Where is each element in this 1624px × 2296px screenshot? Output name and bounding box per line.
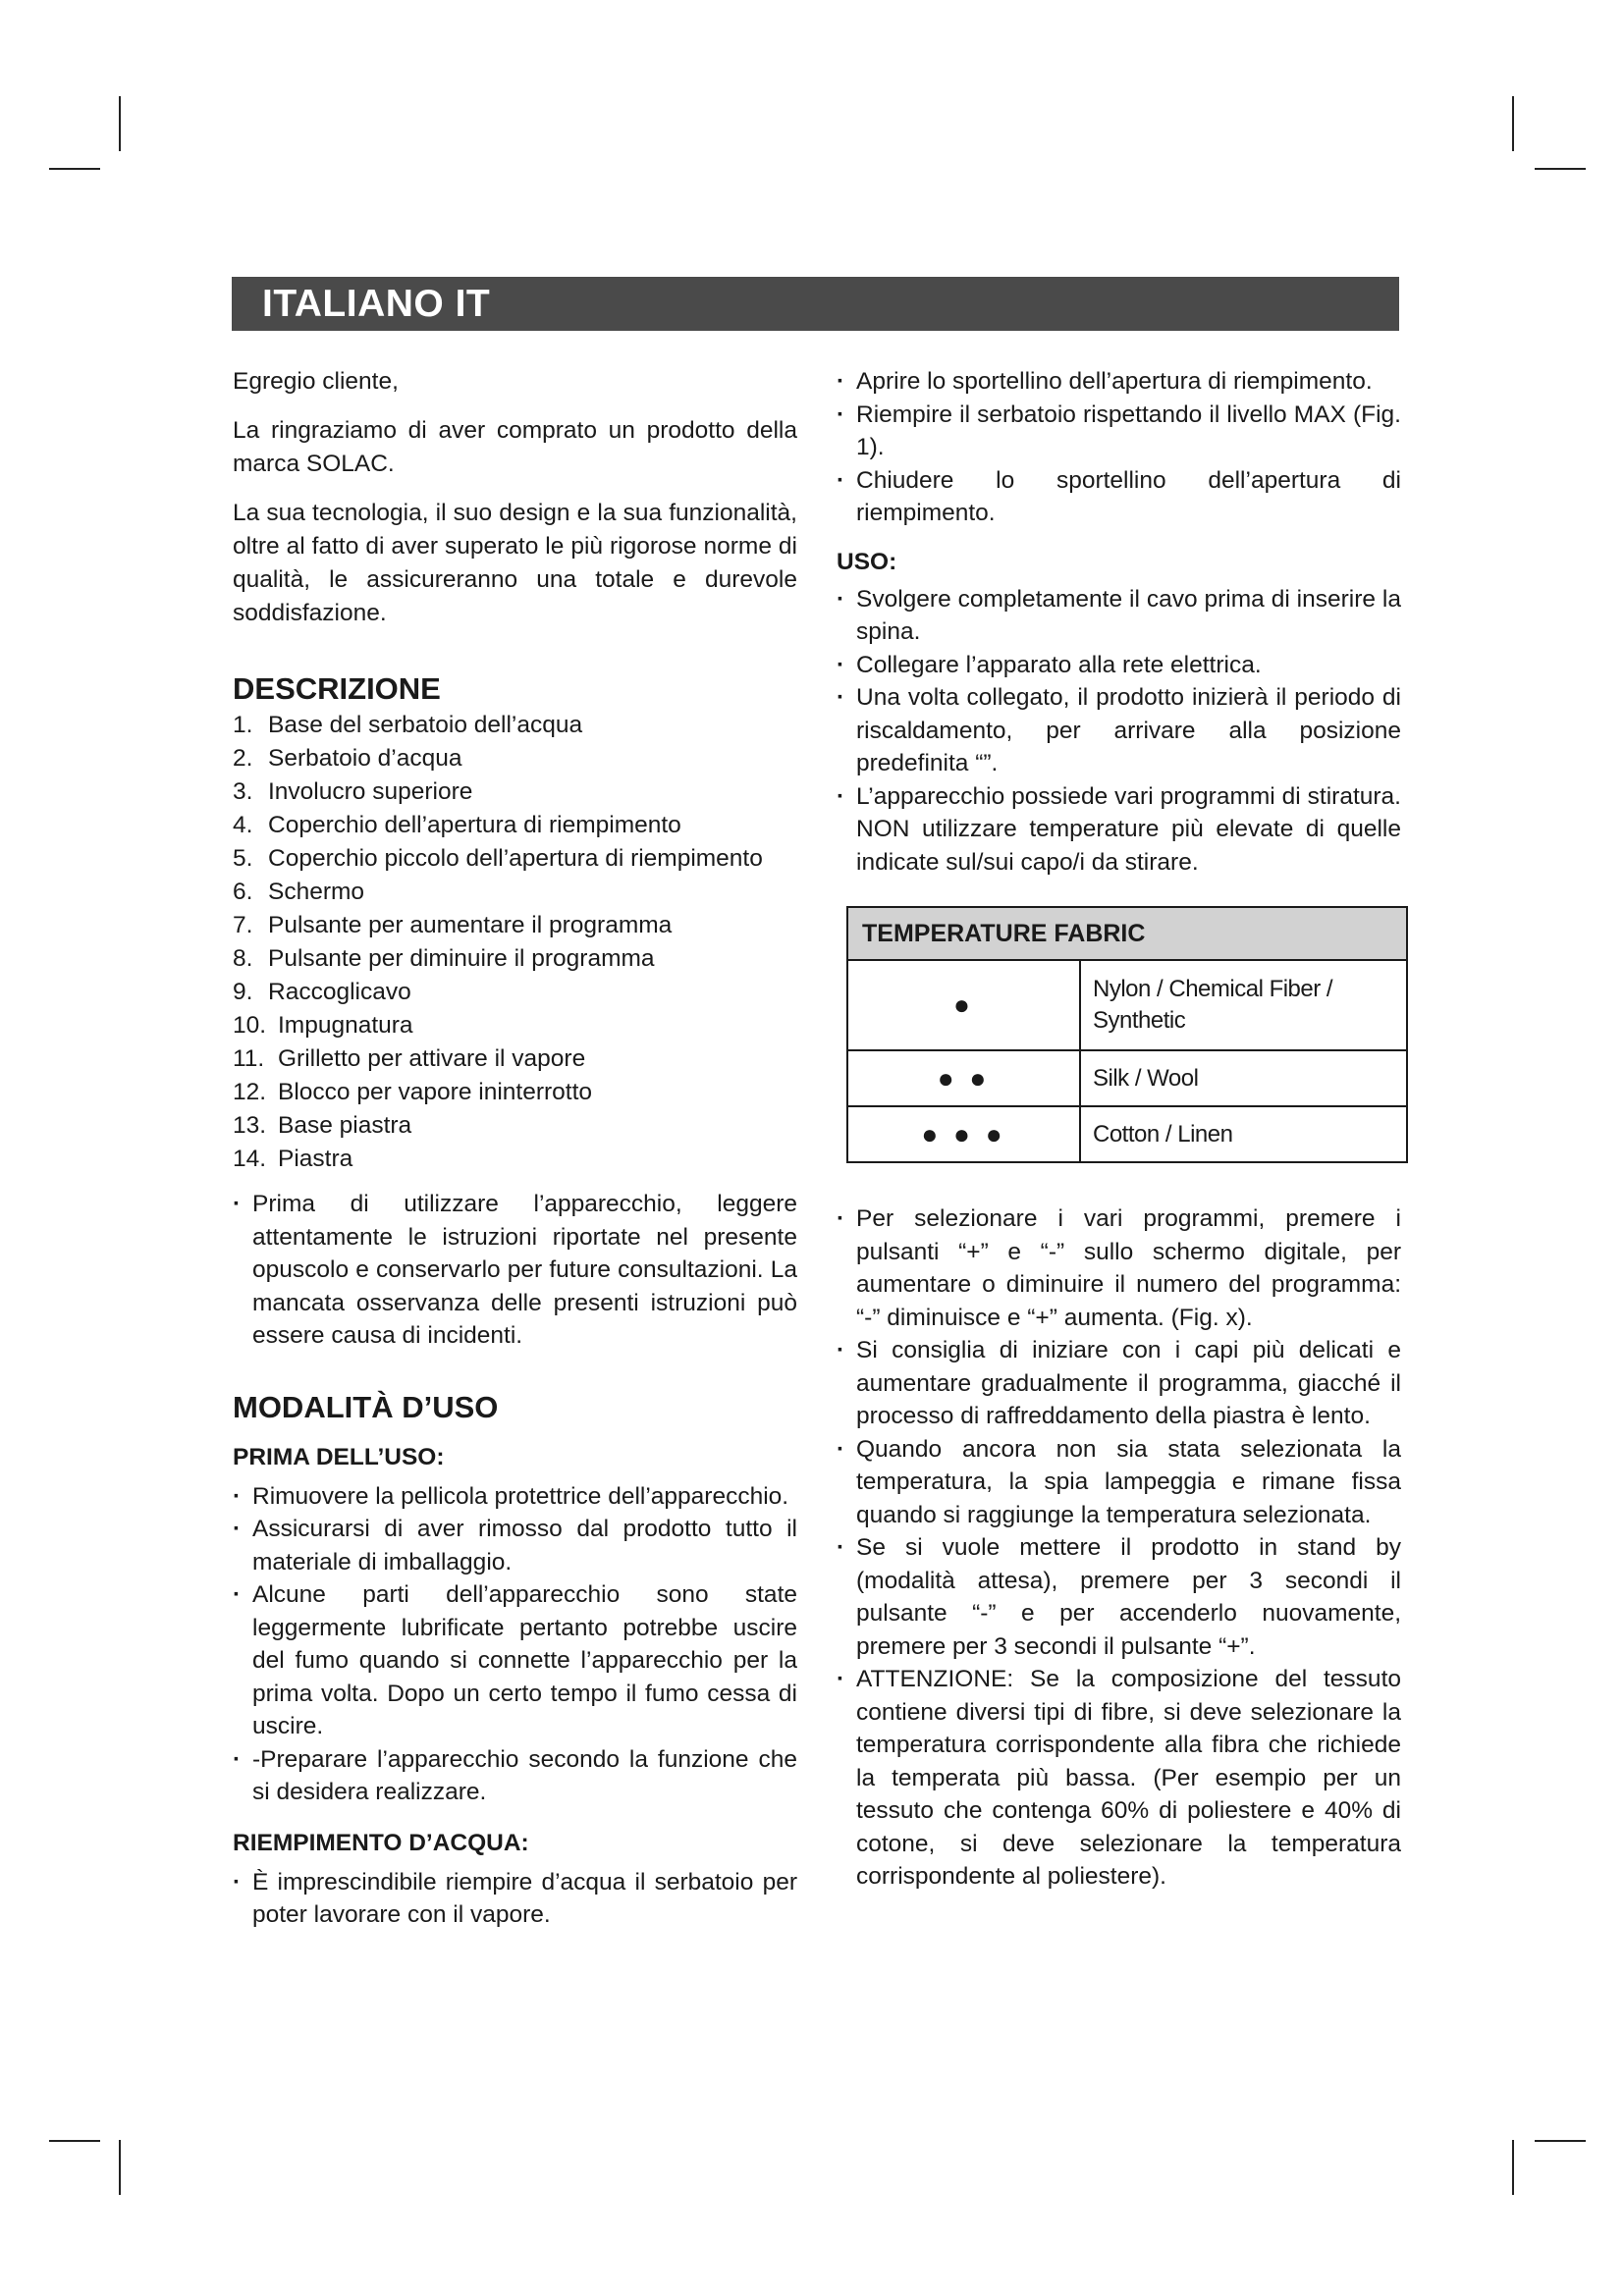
warning-list [233, 1188, 797, 1353]
intro-paragraph-1: La ringraziamo di aver comprato un prodotto della marca SOLAC. [233, 417, 797, 477]
description-item: 12. Blocco per vapore ininterrotto [233, 1079, 593, 1105]
before-use-title: PRIMA DELL’USO: [233, 1443, 445, 1470]
before-use-item: · Assicurarsi di aver rimosso dal prodotto tutto il materiale di imballaggio. [233, 1513, 797, 1578]
before-use-list [233, 1480, 797, 1809]
use-step: · Una volta collegato, il prodotto inizierà il periodo di riscaldamento, per arrivare alla posizione predefinita “”. [837, 681, 1401, 780]
description-item: 10. Impugnatura [233, 1012, 413, 1039]
temperature-dots: ● ● ● [847, 1106, 1080, 1162]
program-item: · Per selezionare i vari programmi, premere i pulsanti “+” e “-” sullo schermo digitale, per aumentare o diminuire il numero del programma: “-” diminuisce e “+” aumenta. (Fig. x). [837, 1202, 1401, 1334]
language-header: ITALIANO IT [232, 277, 1399, 331]
description-item: 6. Schermo [233, 879, 365, 905]
fill-step: · Chiudere lo sportellino dell’apertura di riempimento. [837, 464, 1401, 530]
description-item: 13. Base piastra [233, 1112, 412, 1139]
description-item: 14. Piastra [233, 1146, 353, 1172]
warning-text: · Prima di utilizzare l’apparecchio, leggere attentamente le istruzioni riportate nel presente opuscolo e conservarlo per future consultazioni. La mancata osservanza delle presenti istruzioni può essere causa di incidenti. [233, 1188, 797, 1353]
crop-mark-bottom-left-h [49, 2140, 100, 2142]
greeting: Egregio cliente, [233, 368, 399, 395]
description-title: DESCRIZIONE [233, 671, 441, 706]
use-step: · Collegare l’apparato alla rete elettrica. [837, 649, 1401, 682]
crop-mark-bottom-right-h [1535, 2140, 1586, 2142]
description-item: 4. Coperchio dell’apertura di riempimento [233, 812, 681, 838]
temperature-dots: ● ● [847, 1050, 1080, 1106]
right-column [837, 365, 1401, 1894]
crop-mark-bottom-right-v [1512, 2140, 1514, 2195]
temperature-fabric-table [846, 906, 1408, 1163]
crop-mark-top-left-v [119, 96, 121, 151]
use-title: USO: [837, 548, 897, 575]
water-fill-title: RIEMPIMENTO D’ACQUA: [233, 1829, 529, 1856]
crop-mark-top-right-h [1535, 168, 1586, 170]
fill-step: · Aprire lo sportellino dell’apertura di riempimento. [837, 365, 1401, 399]
description-list [233, 709, 797, 1176]
use-step: · L’apparecchio possiede vari programmi di stiratura. NON utilizzare temperature più elevate di quelle indicate sul/sui capo/i da stirare. [837, 780, 1401, 880]
usage-title: MODALITÀ D’USO [233, 1389, 499, 1424]
description-item: 11. Grilletto per attivare il vapore [233, 1045, 586, 1072]
program-item: · Se si vuole mettere il prodotto in stand by (modalità attesa), premere per 3 secondi il pulsante “-” e per accenderlo nuovamente, premere per 3 secondi il pulsante “+”. [837, 1531, 1401, 1663]
table-header: TEMPERATURE FABRIC [847, 907, 1407, 960]
description-item: 9. Raccoglicavo [233, 979, 411, 1005]
fill-step: · Riempire il serbatoio rispettando il livello MAX (Fig. 1). [837, 399, 1401, 464]
left-column [233, 365, 797, 1932]
description-item: 8. Pulsante per diminuire il programma [233, 945, 655, 972]
temperature-dots: ● [847, 960, 1080, 1050]
crop-mark-top-left-h [49, 168, 100, 170]
description-item: 5. Coperchio piccolo dell’apertura di riempimento [233, 845, 763, 872]
before-use-item: · -Preparare l’apparecchio secondo la funzione che si desidera realizzare. [233, 1743, 797, 1809]
description-item: 1. Base del serbatoio dell’acqua [233, 712, 583, 738]
fabric-cell: Nylon / Chemical Fiber / Synthetic [1080, 960, 1407, 1050]
water-fill-item: · È imprescindibile riempire d’acqua il serbatoio per poter lavorare con il vapore. [233, 1866, 797, 1932]
before-use-item: · Alcune parti dell’apparecchio sono state leggermente lubrificate pertanto potrebbe uscire del fumo quando si connette l’apparecchio per la prima volta. Dopo un certo tempo il fumo cessa di uscire. [233, 1578, 797, 1743]
program-item: · ATTENZIONE: Se la composizione del tessuto contiene diversi tipi di fibre, si deve selezionare la temperatura corrispondente alla fibra che richiede la temperata più bassa. (Per esempio per un tessuto che contenga 60% di poliestere e 40% di cotone, si deve selezionare la temperatura corrispondente al poliestere). [837, 1663, 1401, 1894]
fill-steps-list [837, 365, 1401, 530]
use-step: · Svolgere completamente il cavo prima di inserire la spina. [837, 583, 1401, 649]
use-steps-list [837, 583, 1401, 880]
water-fill-list [233, 1866, 797, 1932]
intro-paragraph-2: La sua tecnologia, il suo design e la sua funzionalità, oltre al fatto di aver superato le più rigorose norme di qualità, le assicureranno una totale e durevole soddisfazione. [233, 500, 797, 626]
fabric-cell: Silk / Wool [1080, 1050, 1407, 1106]
description-item: 7. Pulsante per aumentare il programma [233, 912, 673, 938]
fabric-cell: Cotton / Linen [1080, 1106, 1407, 1162]
description-item: 3. Involucro superiore [233, 778, 473, 805]
before-use-item: · Rimuovere la pellicola protettrice dell’apparecchio. [233, 1480, 797, 1514]
program-list [837, 1202, 1401, 1894]
description-item: 2. Serbatoio d’acqua [233, 745, 462, 772]
program-item: · Si consiglia di iniziare con i capi più delicati e aumentare gradualmente il programma, giacché il processo di raffreddamento della piastra è lento. [837, 1334, 1401, 1433]
crop-mark-top-right-v [1512, 96, 1514, 151]
crop-mark-bottom-left-v [119, 2140, 121, 2195]
program-item: · Quando ancora non sia stata selezionata la temperatura, la spia lampeggia e rimane fissa quando si raggiunge la temperatura selezionata. [837, 1433, 1401, 1532]
